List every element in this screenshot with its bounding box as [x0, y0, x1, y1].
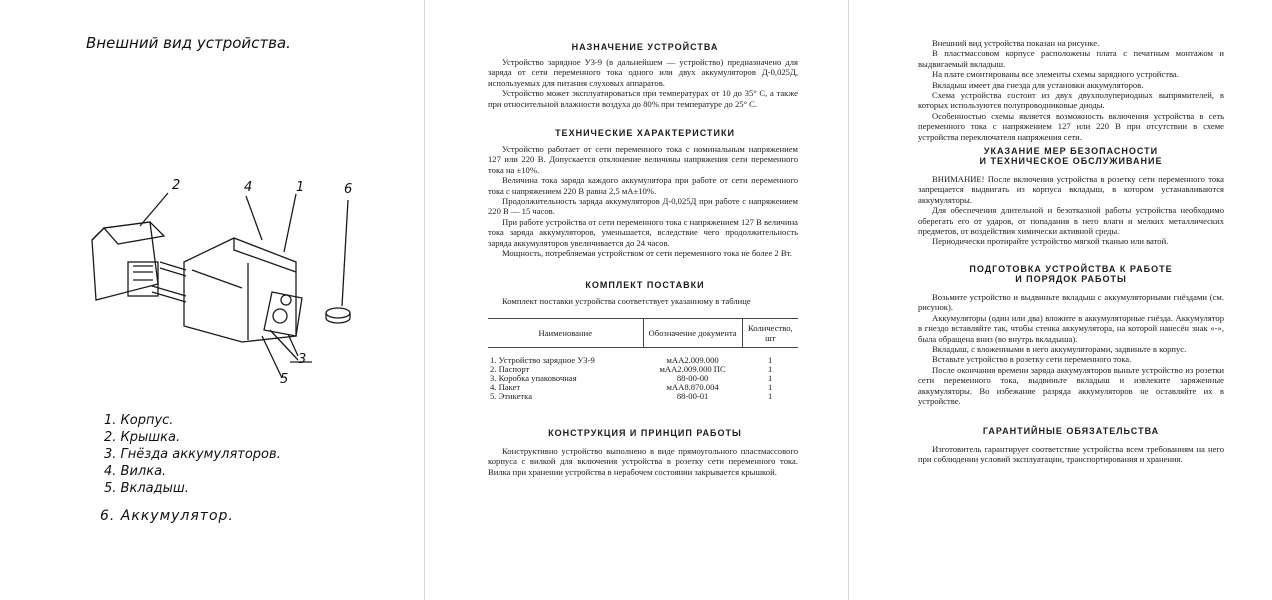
column-header: Обозначение документа: [643, 319, 742, 348]
table-cell: 3. Коробка упаковочная: [490, 373, 577, 383]
paragraph: Величина тока заряда каждого аккумулятора при работе от сети переменного тока с напряжением 220 В равна 2,5 мА±10%.: [488, 175, 798, 196]
paragraph: В пластмассовом корпусе расположены плата с печатным монтажом и выдвигаемый вкладыш.: [918, 48, 1224, 69]
purpose-section: [488, 57, 798, 109]
paragraph: Для обеспечения длительной и безотказной работы устройства необходимо оберегать его от ударов, от попадания в него влаги и мелких металлических предметов, от воздействия химически активной среды.: [918, 205, 1224, 237]
table-cell: мАА8.870.004: [666, 382, 719, 392]
column-header: Количество, шт: [742, 319, 798, 348]
paragraph: Мощность, потребляемая устройством от сети переменного тока не более 2 Вт.: [502, 248, 792, 259]
legend-item: 3. Гнёзда аккумуляторов.: [104, 447, 281, 462]
table-cell: 1: [767, 382, 773, 392]
callout-3: 3: [298, 352, 307, 367]
callout-4: 4: [244, 180, 253, 195]
table-cell: 88-00-01: [676, 391, 709, 401]
paragraph: Конструктивно устройство выполнено в виде прямоугольного пластмассового корпуса с вилкой для включения устройства в розетку сети переменного тока. Вилка при хранении устройства в нерабочем состоянии закрывается крышкой.: [488, 446, 798, 477]
safety-heading-line: И ТЕХНИЧЕСКОЕ ОБСЛУЖИВАНИЕ: [979, 156, 1163, 166]
kit-intro: [488, 296, 798, 306]
table-cell: 1: [767, 391, 773, 401]
table-row: [488, 392, 798, 401]
legend-item: 2. Крышка.: [104, 430, 181, 445]
design-section: [488, 446, 798, 477]
paragraph: Вставьте устройство в розетку сети переменного тока.: [932, 354, 1132, 365]
fold-line: [848, 0, 849, 600]
safety-heading-line: УКАЗАНИЕ МЕР БЕЗОПАСНОСТИ: [983, 146, 1159, 156]
paragraph: Аккумуляторы (один или два) вложите в аккумуляторные гнёзда. Аккумулятор в гнездо вставляйте так, чтобы стенка аккумулятора, на которой нанесён знак «-», была обращена вниз (во внутрь вкладыша).: [918, 312, 1224, 344]
paragraph: На плате смонтированы все элементы схемы зарядного устройства.: [932, 69, 1179, 80]
parts-legend: [104, 412, 281, 497]
paragraph: Периодически протирайте устройство мягкой тканью или ватой.: [932, 236, 1169, 247]
paragraph: Вкладыш, с вложенными в него аккумуляторами, задвиньте в корпус.: [932, 344, 1187, 355]
warranty-heading: ГАРАНТИЙНЫЕ ОБЯЗАТЕЛЬСТВА: [982, 426, 1160, 436]
purpose-heading: НАЗНАЧЕНИЕ УСТРОЙСТВА: [571, 42, 719, 52]
table-cell: мАА2.009.000: [666, 355, 719, 365]
paragraph: После окончания времени заряда аккумуляторов выньте устройство из розетки сети переменного тока, выдвиньте вкладыш и извлеките заряженные аккумуляторы. Во избежание разряда аккумуляторов не оставляйте их в устройстве.: [918, 364, 1224, 407]
paragraph: Возьмите устройство и выдвиньте вкладыш с аккумуляторными гнёздами (см. рисунок).: [918, 292, 1224, 313]
table-row: [488, 348, 798, 366]
callout-6: 6: [344, 182, 353, 197]
table-header-row: [488, 319, 798, 348]
left-panel-figure: [0, 0, 424, 600]
paragraph: При работе устройства от сети переменного тока с напряжением 127 В величина тока заряда аккумуляторов, уменьшается, вследствие чего продолжительность заряда аккумуляторов увеличивается до 24 часов.: [488, 216, 798, 248]
paragraph: Устройство может эксплуатироваться при температурах от 10 до 35° С, а также при относительной влажности воздуха до 80% при температуре до 25° С.: [488, 88, 798, 109]
table-cell: 2. Паспорт: [490, 364, 530, 374]
callout-2: 2: [172, 178, 181, 193]
safety-section: [918, 174, 1224, 247]
table-cell: 4. Пакет: [490, 382, 521, 392]
paragraph: Вкладыш имеет два гнезда для установки аккумуляторов.: [932, 79, 1144, 90]
table-cell: 1: [767, 373, 773, 383]
description-section: [918, 38, 1224, 142]
warranty-section: [918, 444, 1224, 465]
design-heading: КОНСТРУКЦИЯ И ПРИНЦИП РАБОТЫ: [548, 428, 742, 438]
paragraph: ВНИМАНИЕ! После включения устройства в розетку сети переменного тока запрещается выдвигать из корпуса вкладыш, в котором устанавливаются аккумуляторы.: [918, 174, 1224, 205]
specs-section: [488, 144, 798, 258]
kit-heading: КОМПЛЕКТ ПОСТАВКИ: [585, 280, 705, 290]
paragraph: Внешний вид устройства показан на рисунке.: [932, 38, 1100, 48]
table-row: [488, 383, 798, 392]
table-cell: 1: [767, 364, 773, 374]
paragraph: Устройство зарядное УЗ-9 (в дальнейшем — устройство) предназначено для заряда от сети переменного тока одного или двух аккумуляторов Д-0,025Д, используемых для питания слуховых аппаратов.: [488, 57, 798, 88]
prep-heading: [918, 264, 1224, 284]
legend-item: 4. Вилка.: [104, 464, 167, 479]
prep-section: [918, 292, 1224, 406]
table-cell: 1. Устройство зарядное УЗ-9: [490, 355, 595, 365]
kit-table: [488, 318, 798, 401]
specs-heading: ТЕХНИЧЕСКИЕ ХАРАКТЕРИСТИКИ: [555, 128, 735, 138]
safety-heading: [918, 146, 1224, 166]
fold-line: [424, 0, 425, 600]
legend-item-accumulator: 6. Аккумулятор.: [100, 508, 234, 524]
table-cell: мАА2.009.000 ПС: [659, 364, 726, 374]
table-cell: 1: [767, 355, 773, 365]
column-header: Наименование: [488, 319, 643, 348]
legend-item: 5. Вкладыш.: [104, 481, 189, 496]
paragraph: Продолжительность заряда аккумуляторов Д-0,025Д при работе с напряжением 220 В — 15 часов.: [488, 196, 798, 217]
prep-heading-line: ПОДГОТОВКА УСТРОЙСТВА К РАБОТЕ: [969, 264, 1173, 274]
table-cell: 88-00-00: [676, 373, 709, 383]
paragraph: Устройство работает от сети переменного тока с номинальным напряжением 127 или 220 В. Допускается отклонение величины напряжения сети переменного тока на ±10%.: [488, 144, 798, 175]
prep-heading-line: И ПОРЯДОК РАБОТЫ: [1015, 274, 1127, 284]
paragraph: Изготовитель гарантирует соответствие устройства всем требованиям на него при соблюдении условий эксплуатации, транспортирования и хранения.: [918, 444, 1224, 465]
callout-1: 1: [296, 180, 305, 195]
paragraph: Комплект поставки устройства соответствует указанному в таблице: [502, 296, 751, 306]
legend-item: 1. Корпус.: [104, 413, 174, 428]
callout-5: 5: [280, 372, 289, 387]
paragraph: Особенностью схемы является возможность включения устройства в сеть переменного тока с напряжением 127 или 220 В при отсутствии в схеме устройства переключателя напряжения сети.: [918, 110, 1224, 142]
table-row: [488, 374, 798, 383]
table-cell: 5. Этикетка: [490, 391, 533, 401]
paragraph: Схема устройства состоит из двух двухполупериодных выпрямителей, в которых используются полупроводниковые диоды.: [918, 90, 1224, 111]
figure-title: Внешний вид устройства.: [86, 34, 291, 52]
